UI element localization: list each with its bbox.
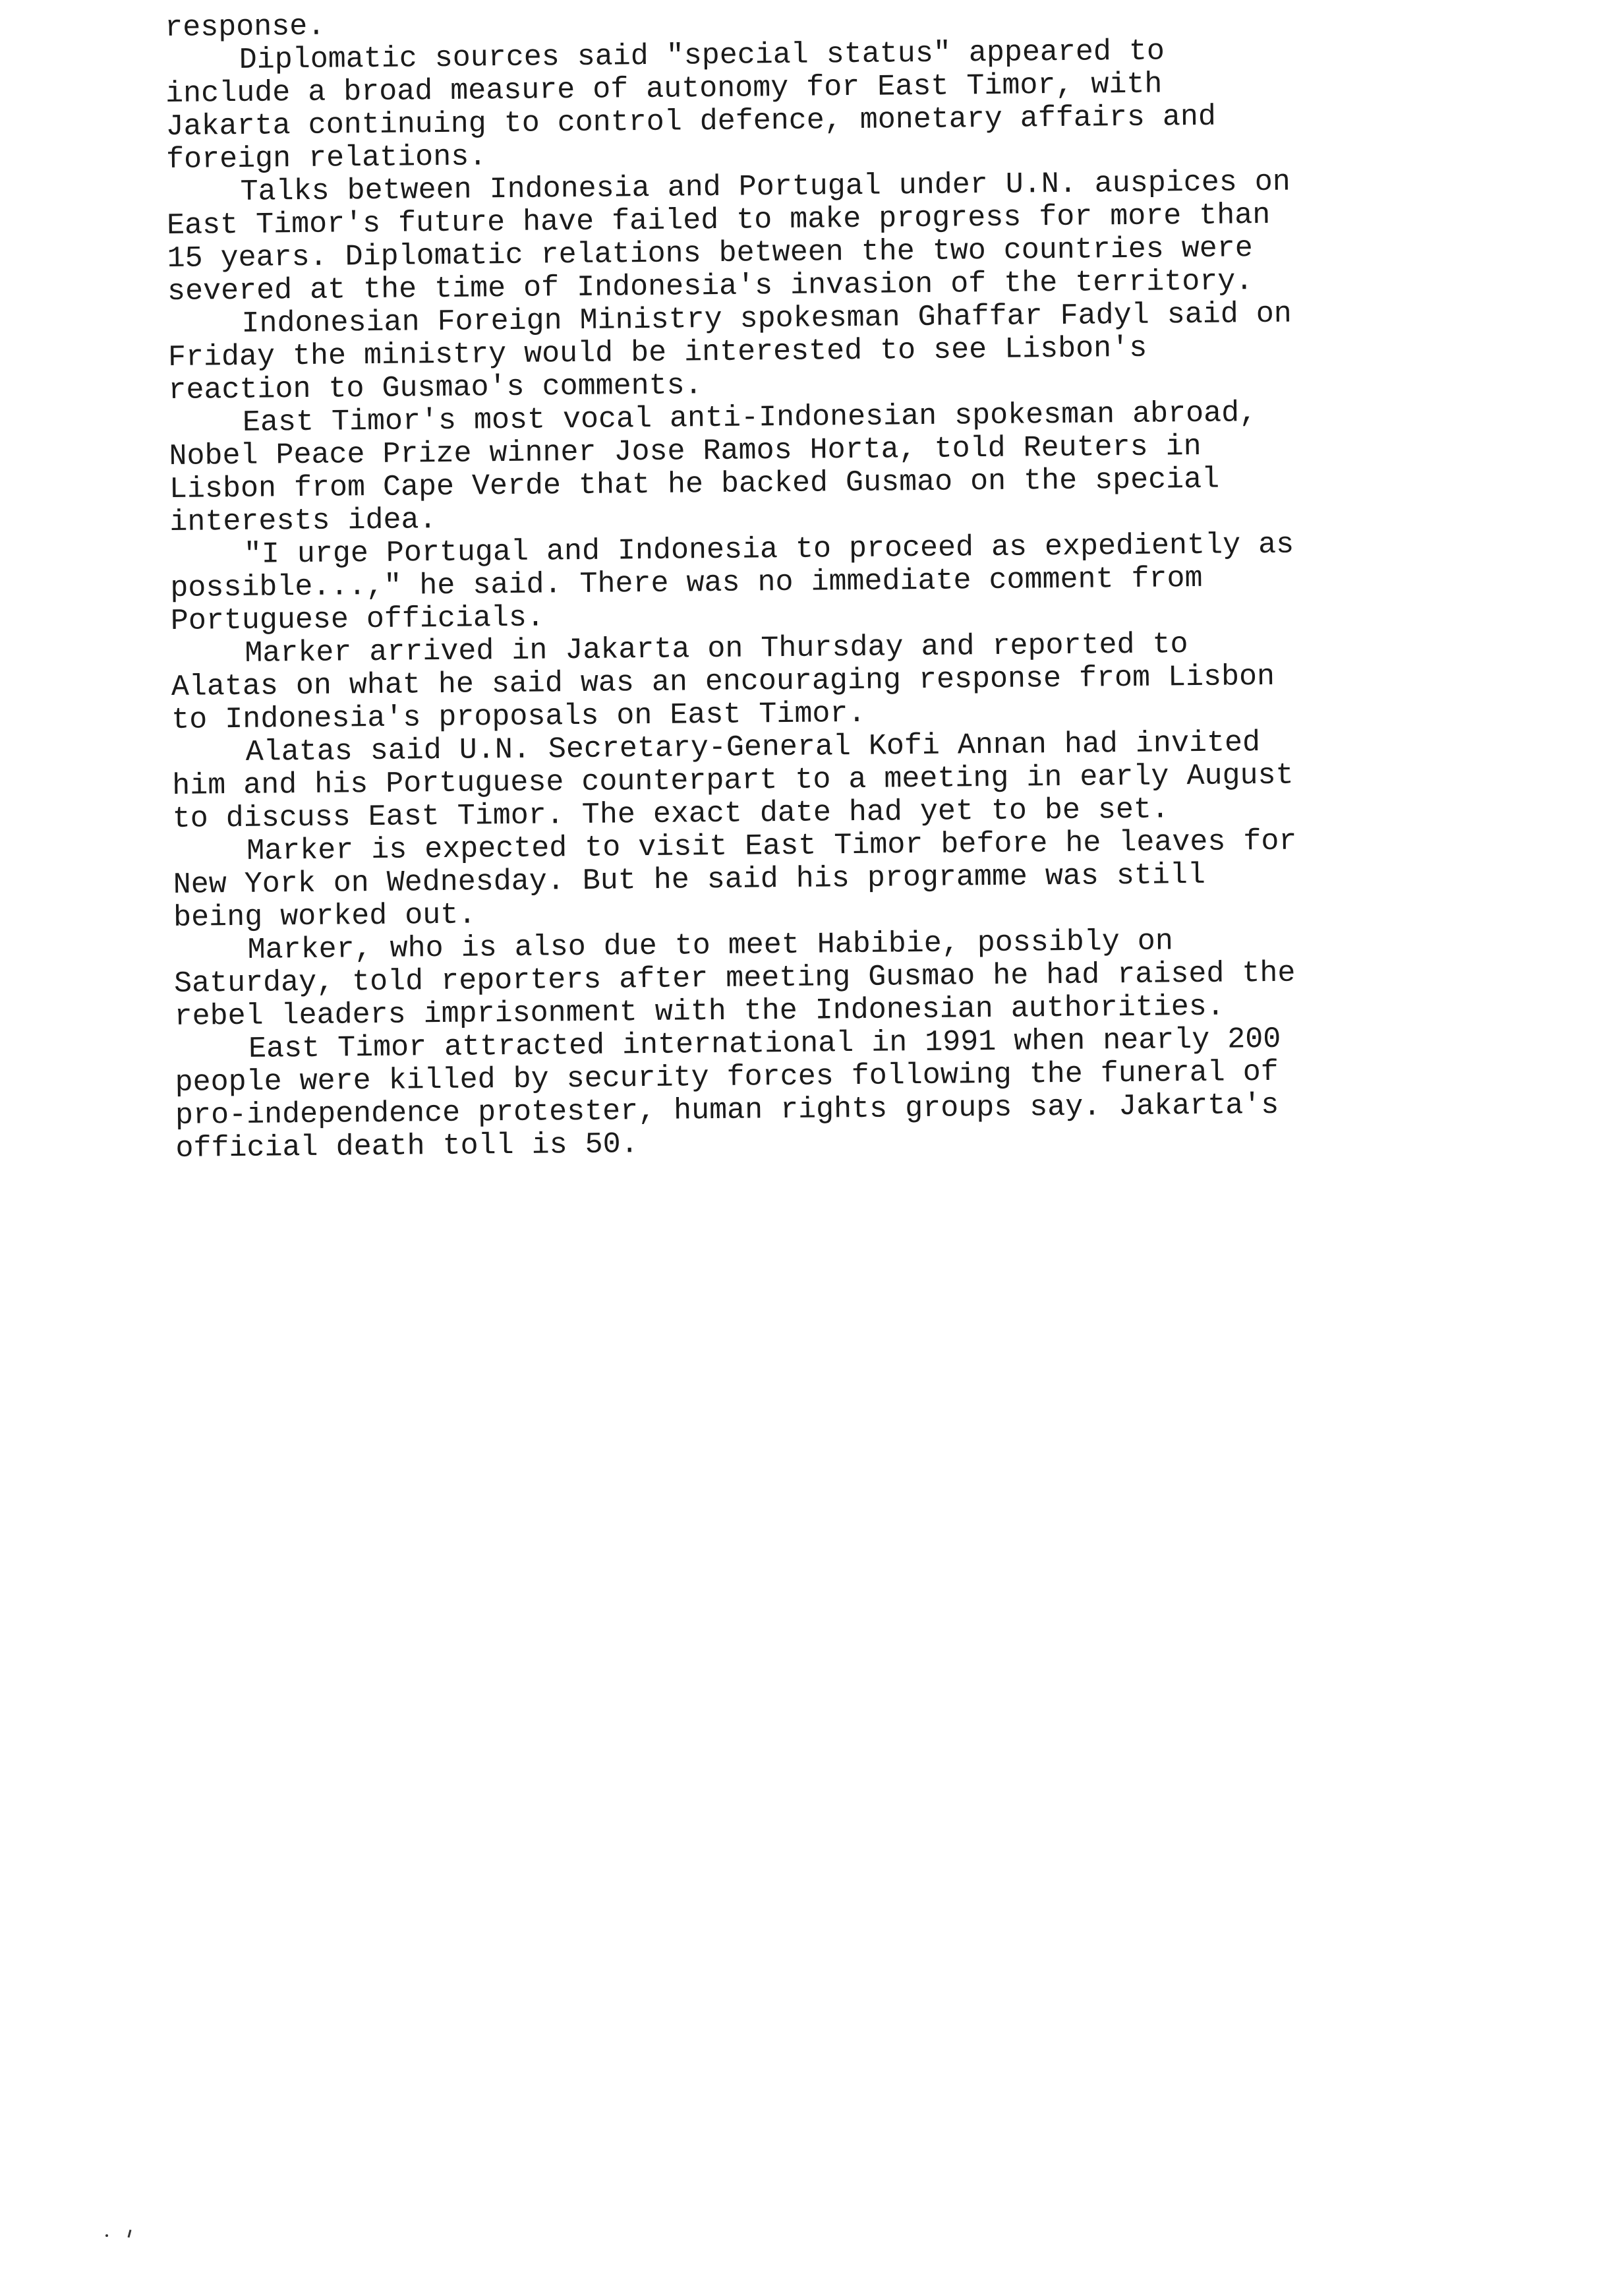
text-line: response.: [164, 9, 326, 45]
paragraph-first-line: Marker arrived in Jakarta on Thursday and reported to: [245, 628, 1188, 670]
text-line: to discuss East Timor. The exact date had yet to be set.: [172, 792, 1170, 836]
scan-marks: [99, 2227, 138, 2240]
text-line: possible...," he said. There was no immediate comment from: [170, 561, 1203, 605]
text-line: him and his Portuguese counterpart to a meeting in early August: [172, 758, 1294, 803]
paragraph-first-line: "I urge Portugal and Indonesia to proceed as expediently as: [243, 527, 1294, 572]
text-line: reaction to Gusmao's comments.: [168, 369, 703, 407]
text-line: foreign relations.: [165, 140, 487, 177]
text-line: pro-independence protester, human rights groups say. Jakarta's: [175, 1088, 1279, 1133]
scan-speck: [105, 2234, 108, 2237]
paragraph-first-line: East Timor attracted international in 1991 when nearly 200: [248, 1022, 1281, 1066]
paragraph-first-line: Marker, who is also due to meet Habibie, possibly on: [247, 924, 1174, 967]
paragraph-first-line: East Timor's most vocal anti-Indonesian spokesman abroad,: [242, 396, 1258, 440]
text-line: to Indonesia's proposals on East Timor.: [171, 696, 866, 737]
paragraph-first-line: Indonesian Foreign Ministry spokesman Ghaffar Fadyl said on: [241, 297, 1292, 341]
text-line: interests idea.: [169, 503, 437, 539]
text-line: Lisbon from Cape Verde that he backed Gusmao on the special: [169, 462, 1220, 506]
text-line: Alatas on what he said was an encouraging response from Lisbon: [171, 659, 1275, 704]
text-line: New York on Wednesday. But he said his programme was still: [173, 858, 1206, 902]
text-line: Friday the ministry would be interested to see Lisbon's: [167, 331, 1147, 374]
text-line: Jakarta continuing to control defence, monetary affairs and: [165, 100, 1217, 144]
text-line: rebel leaders imprisonment with the Indonesian authorities.: [174, 990, 1225, 1034]
paragraph-first-line: Diplomatic sources said "special status" appeared to: [239, 34, 1165, 77]
text-line: include a broad measure of autonomy for East Timor, with: [165, 67, 1163, 111]
text-line: official death toll is 50.: [175, 1127, 639, 1166]
text-line: being worked out.: [173, 898, 477, 935]
paragraph-first-line: Alatas said U.N. Secretary-General Kofi Annan had invited: [245, 726, 1261, 769]
text-line: Saturday, told reporters after meeting Gusmao he had raised the: [173, 956, 1296, 1001]
text-line: severed at the time of Indonesia's invasion of the territory.: [167, 264, 1254, 309]
text-line: Portuguese officials.: [170, 601, 545, 638]
scan-speck: [127, 2230, 131, 2238]
text-line: people were killed by security forces following the funeral of: [175, 1055, 1279, 1100]
paragraph-first-line: Marker is expected to visit East Timor before he leaves for: [246, 824, 1297, 868]
text-line: Nobel Peace Prize winner Jose Ramos Horta, told Reuters in: [169, 429, 1202, 473]
article-body: [165, 1, 1362, 1166]
text-line: 15 years. Diplomatic relations between the two countries were: [167, 231, 1254, 276]
text-line: East Timor's future have failed to make progress for more than: [166, 198, 1271, 243]
paragraph-first-line: Talks between Indonesia and Portugal under U.N. auspices on: [240, 165, 1291, 209]
